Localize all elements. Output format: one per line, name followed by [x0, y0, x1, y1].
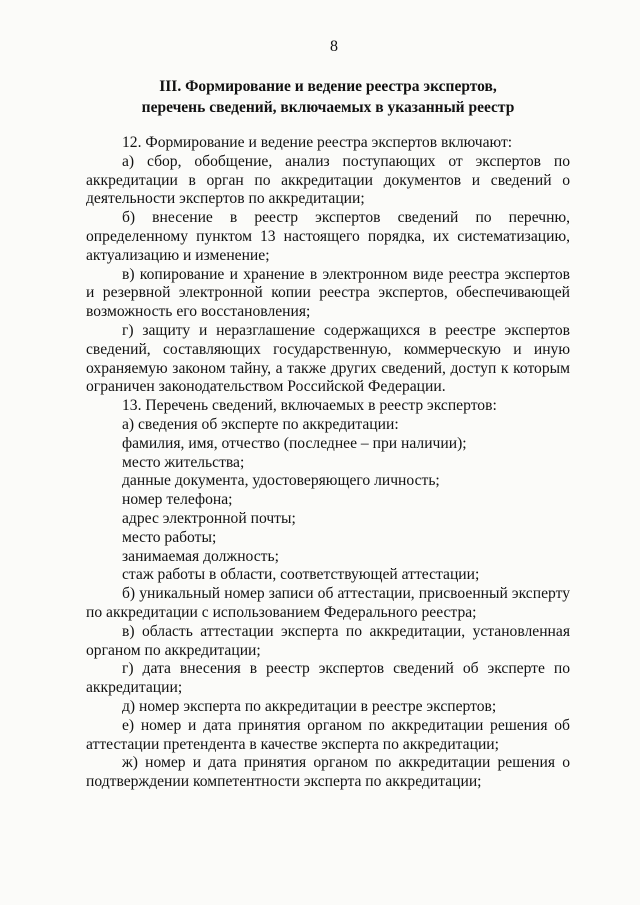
paragraph-12g: г) защиту и неразглашение содержащихся в реестре экспертов сведений, составляющих государственную, коммерческую и иную охраняемую законом тайну, а также других сведений, доступ к которым ограничен законодательством Российской Федерации. [86, 321, 570, 396]
paragraph-12: 12. Формирование и ведение реестра экспертов включают: [122, 134, 513, 151]
paragraph-13: 13. Перечень сведений, включаемых в реестр экспертов: [122, 397, 497, 415]
list-item-workplace: место работы; [122, 528, 217, 546]
paragraph-13d: д) номер эксперта по аккредитации в реестре экспертов; [122, 697, 497, 715]
document-body [86, 134, 570, 792]
list-item-position: занимаемая должность; [122, 547, 279, 565]
page-number: 8 [330, 38, 338, 55]
list-item-email: адрес электронной почты; [122, 509, 296, 527]
section-heading-line-2: перечень сведений, включаемых в указанный реестр [141, 99, 515, 116]
paragraph-13v: в) область аттестации эксперта по аккредитации, установленная органом по аккредитации; [86, 622, 570, 659]
list-item-id-document: данные документа, удостоверяющего личность; [122, 472, 440, 490]
paragraph-12a: а) сбор, обобщение, анализ поступающих от экспертов по аккредитации в орган по аккредитации документов и сведений о деятельности экспертов по аккредитации; [86, 152, 570, 208]
list-item-residence: место жительства; [122, 453, 245, 471]
list-item-phone: номер телефона; [122, 491, 233, 509]
paragraph-13e: е) номер и дата принятия органом по аккредитации решения об аттестации претендента в качестве эксперта по аккредитации; [86, 716, 570, 753]
section-heading-line-1: III. Формирование и ведение реестра экспертов, [159, 78, 497, 95]
section-heading [86, 76, 570, 118]
paragraph-13b: б) уникальный номер записи об аттестации, присвоенный эксперту по аккредитации с использованием Федерального реестра; [86, 585, 570, 621]
paragraph-13zh: ж) номер и дата принятия органом по аккредитации решения о подтверждении компетентности эксперта по аккредитации; [86, 754, 570, 791]
paragraph-12v: в) копирование и хранение в электронном виде реестра экспертов и резервной электронной копии реестра экспертов, обеспечивающей возможность его восстановления; [86, 265, 570, 321]
list-item-experience: стаж работы в области, соответствующей аттестации; [122, 566, 480, 584]
paragraph-13g: г) дата внесения в реестр экспертов сведений об эксперте по аккредитации; [86, 660, 570, 697]
paragraph-13a: а) сведения об эксперте по аккредитации: [122, 415, 399, 433]
list-item-full-name: фамилия, имя, отчество (последнее – при наличии); [122, 434, 467, 452]
paragraph-12b: б) внесение в реестр экспертов сведений по перечню, определенному пунктом 13 настоящего порядка, их систематизацию, актуализацию и изменение; [86, 209, 570, 264]
